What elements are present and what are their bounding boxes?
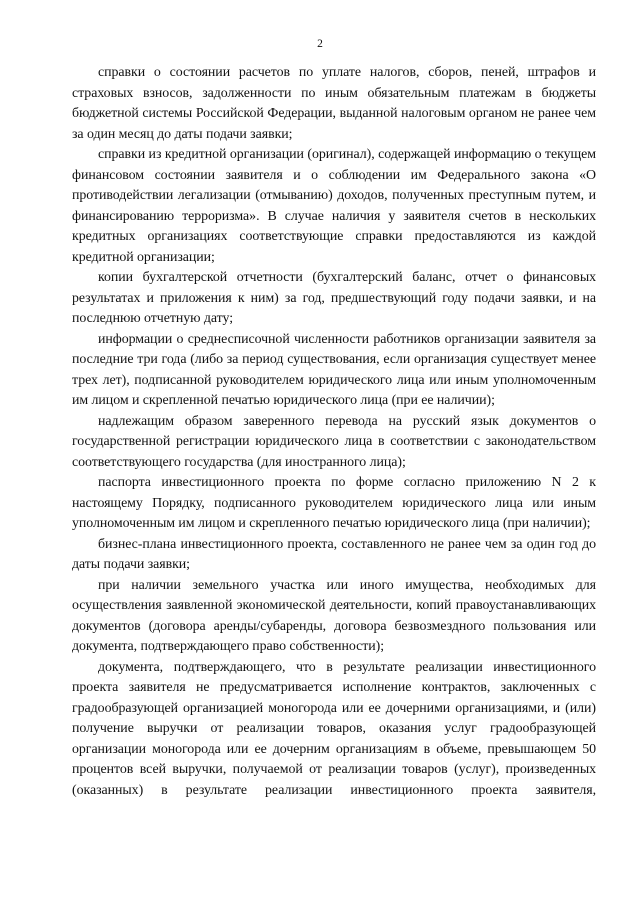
page-number: 2 bbox=[317, 38, 323, 50]
paragraph-translation: надлежащим образом заверенного перевода на русский язык документов о государственной регистрации юридического лица в соответствии с законодательством соответствующего государства (для иностранного лица); bbox=[72, 413, 596, 470]
paragraph-project-passport: паспорта инвестиционного проекта по форме согласно приложению N 2 к настоящему Порядку, подписанного руководителем юридического лица или иным уполномоченным им лицом и скрепленного печатью юридического лица (при наличии); bbox=[72, 475, 596, 531]
paragraph-tax-certificate: справки о состоянии расчетов по уплате налогов, сборов, пеней, штрафов и страховых взносов, задолженности по иным обязательным платежам в бюджеты бюджетной системы Российской Федерации, выданной налоговым органом не ранее чем за один месяц до даты подачи заявки; bbox=[72, 65, 596, 142]
paragraph-land-documents: при наличии земельного участка или иного имущества, необходимых для осуществления заявленной экономической деятельности, копий правоустанавливающих документов (договора аренды/субаренды, договора безвозмездного пользования или документа, подтверждающего право собственности); bbox=[72, 577, 596, 654]
paragraph-headcount-info: информации о среднесписочной численности работников организации заявителя за последние три года (либо за период существования, если организация существует менее трех лет), подписанной руководителем юридического лица или иным уполномоченным им лицом и скрепленной печатью юридического лица (при ее наличии); bbox=[72, 331, 596, 408]
document-body bbox=[72, 63, 596, 801]
paragraph-confirmation-document: документа, подтверждающего, что в результате реализации инвестиционного проекта заявителя не предусматривается исполнение контрактов, заключенных с градообразующей организацией моногорода или ее дочерними организациями, и (или) получение выручки от реализации товаров, оказания услуг градообразующей организации моногорода или ее дочерним организациям в объеме, превышающем 50 процентов всей выручки, получаемой от реализации товаров (услуг), произведенных (оказанных) в результате реализации инвестиционного проекта заявителя, bbox=[72, 659, 596, 798]
paragraph-accounting-reports: копии бухгалтерской отчетности (бухгалтерский баланс, отчет о финансовых результатах и приложения к ним) за год, предшествующий году подачи заявки, и на последнюю отчетную дату; bbox=[72, 270, 596, 326]
paragraph-bank-certificate: справки из кредитной организации (оригинал), содержащей информацию о текущем финансовом состоянии заявителя и о соблюдении им Федерального закона «О противодействии легализации (отмыванию) доходов, полученных преступным путем, и финансированию терроризма». В случае наличия у заявителя счетов в нескольких кредитных организациях соответствующие справки предоставляются из каждой кредитной организации; bbox=[72, 147, 596, 265]
paragraph-business-plan: бизнес-плана инвестиционного проекта, составленного не ранее чем за один год до даты подачи заявки; bbox=[72, 536, 596, 572]
